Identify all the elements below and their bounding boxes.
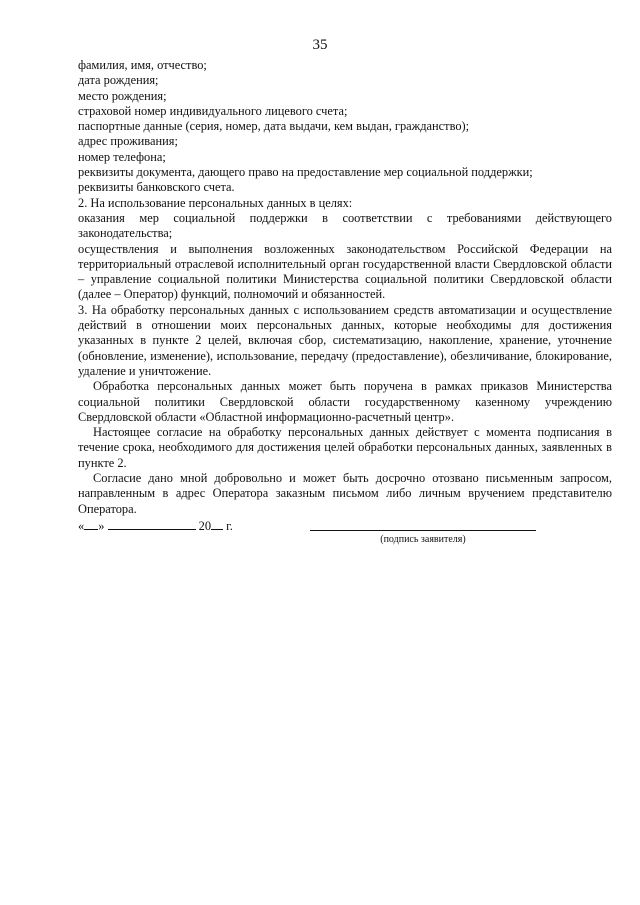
month-blank xyxy=(108,518,196,530)
body-paragraph: Согласие дано мной добровольно и может быть досрочно отозвано письменным запросом, направленным в адрес Оператора заказным письмом либо личным вручением представителю Оператора. xyxy=(78,471,612,516)
purpose-paragraph: оказания мер социальной поддержки в соответствии с требованиями действующего законодательства; xyxy=(78,210,612,241)
day-blank xyxy=(84,518,98,530)
purpose-paragraph: осуществления и выполнения возложенных законодательством Российской Федерации на территориальный отраслевой исполнительный орган государственной власти Свердловской области – управление социальной политики Министерства социальной политики Свердловской области (далее – Оператор) функций, полномочий и обязанностей. xyxy=(78,241,612,302)
list-item: реквизиты банковского счета. xyxy=(78,180,235,195)
date-field xyxy=(78,518,233,534)
year-prefix: 20 xyxy=(198,519,212,533)
list-item: фамилия, имя, отчество; xyxy=(78,58,207,72)
page-number: 35 xyxy=(312,37,328,53)
list-item: номер телефона; xyxy=(78,149,166,164)
list-item: страховой номер индивидуального лицевого счета; xyxy=(78,103,348,118)
list-item: адрес проживания; xyxy=(78,134,178,149)
signature-caption: (подпись заявителя) xyxy=(380,534,466,545)
year-blank xyxy=(211,518,223,530)
year-suffix: г. xyxy=(226,519,233,533)
document-body xyxy=(78,58,612,517)
section-2-heading: 2. На использование персональных данных в целях: xyxy=(78,195,353,210)
list-item: паспортные данные (серия, номер, дата выдачи, кем выдан, гражданство); xyxy=(78,119,470,134)
body-paragraph: Обработка персональных данных может быть поручена в рамках приказов Министерства социальной политики Свердловской области государственному казенному учреждению Свердловской области «Областной информационно-расчетный центр». xyxy=(78,379,612,424)
signature-line xyxy=(310,530,536,531)
list-item: реквизиты документа, дающего право на предоставление мер социальной поддержки; xyxy=(78,165,533,180)
section-3-paragraph: 3. На обработку персональных данных с использованием средств автоматизации и осуществление действий в отношении моих персональных данных, которые необходимы для достижения указанных в пункте 2 целей, включая сбор, систематизацию, накопление, хранение, уточнение (обновление, изменение), использование, передачу (предоставление), обезличивание, блокирование, удаление и уничтожение. xyxy=(78,302,612,378)
list-item: место рождения; xyxy=(78,88,167,103)
list-item: дата рождения; xyxy=(78,73,159,88)
signature-block xyxy=(78,518,612,548)
body-paragraph: Настоящее согласие на обработку персональных данных действует с момента подписания в течение срока, необходимого для достижения целей обработки персональных данных, заявленных в пункте 2. xyxy=(78,425,612,470)
date-quote-close: » xyxy=(98,519,105,533)
date-quote-open: « xyxy=(78,519,85,533)
